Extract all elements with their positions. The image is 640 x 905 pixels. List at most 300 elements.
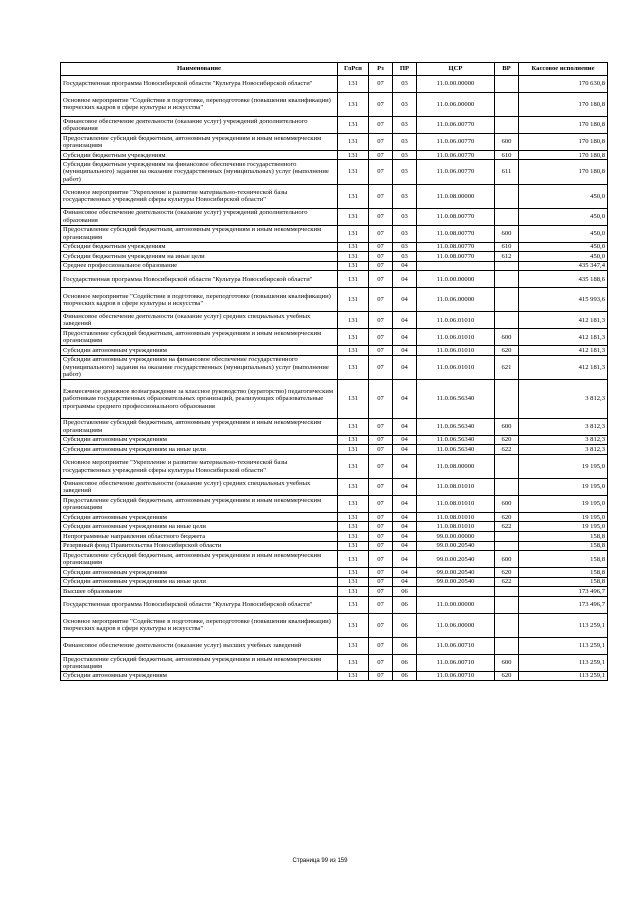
cell-pr: 04 [393,329,417,346]
cell-gr: 131 [338,435,369,445]
cell-rz: 07 [369,261,393,271]
cell-pr: 03 [393,76,417,93]
cell-pr: 04 [393,454,417,478]
cell-pr: 04 [393,380,417,419]
cell-pr: 04 [393,541,417,551]
cell-vr: 620 [495,346,519,356]
cell-gr: 131 [338,495,369,512]
cell-name: Среднее профессиональное образование [61,261,338,271]
cell-rz: 07 [369,568,393,578]
cell-sum: 113 259,1 [519,671,608,681]
cell-rz: 07 [369,208,393,225]
cell-csr [417,261,495,271]
cell-csr: 11.0.00.00000 [417,596,495,613]
cell-pr: 03 [393,208,417,225]
cell-csr: 11.0.06.00770 [417,160,495,184]
cell-gr: 131 [338,587,369,597]
table-row [61,541,608,551]
table-row [61,329,608,346]
cell-csr: 11.0.06.01010 [417,346,495,356]
cell-name: Финансовое обеспечение деятельности (оказание услуг) высших учебных заведений [61,638,338,655]
cell-gr: 131 [338,671,369,681]
cell-rz: 07 [369,150,393,160]
cell-csr: 11.0.08.00770 [417,252,495,262]
cell-gr: 131 [338,638,369,655]
cell-csr: 11.0.08.01010 [417,479,495,496]
cell-name: Субсидии автономным учреждениям [61,435,338,445]
cell-rz: 07 [369,522,393,532]
table-row [61,355,608,379]
cell-pr: 03 [393,117,417,134]
cell-name: Субсидии бюджетным учреждениям [61,242,338,252]
budget-table [60,62,608,681]
cell-sum: 3 812,3 [519,380,608,419]
cell-pr: 04 [393,479,417,496]
cell-gr: 131 [338,380,369,419]
cell-sum: 19 195,0 [519,512,608,522]
cell-csr: 11.0.06.01010 [417,355,495,379]
cell-vr [495,587,519,597]
cell-gr: 131 [338,184,369,208]
cell-gr: 131 [338,541,369,551]
table-row [61,532,608,542]
cell-pr: 03 [393,184,417,208]
cell-pr: 04 [393,522,417,532]
cell-rz: 07 [369,654,393,671]
cell-csr: 11.0.06.56340 [417,418,495,435]
cell-pr: 03 [393,92,417,116]
cell-gr: 131 [338,479,369,496]
cell-pr: 04 [393,495,417,512]
cell-name: Субсидии бюджетным учреждениям на иные цели [61,252,338,262]
cell-csr: 11.0.08.01010 [417,522,495,532]
cell-sum: 19 195,0 [519,454,608,478]
table-row [61,435,608,445]
cell-vr: 622 [495,577,519,587]
cell-vr: 600 [495,551,519,568]
cell-name: Предоставление субсидий бюджетным, автономным учреждениям и иным некоммерческим организациям [61,225,338,242]
cell-csr: 11.0.06.00770 [417,117,495,134]
cell-sum: 158,8 [519,577,608,587]
cell-name: Финансовое обеспечение деятельности (оказание услуг) учреждений дополнительного образования [61,208,338,225]
table-row [61,76,608,93]
cell-name: Предоставление субсидий бюджетным, автономным учреждениям и иным некоммерческим организациям [61,551,338,568]
cell-pr: 04 [393,551,417,568]
cell-vr: 600 [495,225,519,242]
cell-sum: 450,0 [519,184,608,208]
cell-csr: 11.0.06.00770 [417,150,495,160]
cell-rz: 07 [369,495,393,512]
cell-rz: 07 [369,479,393,496]
cell-vr [495,380,519,419]
cell-gr: 131 [338,271,369,288]
cell-sum: 450,0 [519,225,608,242]
cell-pr: 06 [393,587,417,597]
cell-sum: 412 181,3 [519,346,608,356]
cell-vr [495,92,519,116]
table-row [61,479,608,496]
cell-pr: 04 [393,261,417,271]
cell-csr: 11.0.06.01010 [417,312,495,329]
table-row [61,133,608,150]
table-row [61,577,608,587]
cell-sum: 158,8 [519,532,608,542]
table-row [61,445,608,455]
cell-gr: 131 [338,150,369,160]
cell-name: Основное мероприятие "Укрепление и развитие материально-технической базы государственных учреждений сферы культуры Новосибирской области" [61,454,338,478]
cell-csr: 11.0.06.01010 [417,329,495,346]
cell-name: Субсидии бюджетным учреждениям [61,150,338,160]
cell-name: Финансовое обеспечение деятельности (оказание услуг) учреждений дополнительного образования [61,117,338,134]
table-row [61,551,608,568]
cell-name: Основное мероприятие "Содействие в подготовке, переподготовке (повышении квалификации) творческих кадров в сфере культуры и искусства" [61,613,338,637]
cell-pr: 03 [393,225,417,242]
cell-csr: 11.0.00.00000 [417,271,495,288]
cell-sum: 435 188,6 [519,271,608,288]
cell-name: Субсидии автономным учреждениям [61,346,338,356]
cell-rz: 07 [369,160,393,184]
cell-name: Государственная программа Новосибирской области "Культура Новосибирской области" [61,596,338,613]
cell-gr: 131 [338,261,369,271]
cell-rz: 07 [369,532,393,542]
cell-vr [495,596,519,613]
cell-pr: 06 [393,638,417,655]
cell-rz: 07 [369,454,393,478]
cell-gr: 131 [338,242,369,252]
cell-vr [495,638,519,655]
cell-sum: 3 812,3 [519,418,608,435]
cell-sum: 450,0 [519,208,608,225]
cell-vr: 600 [495,133,519,150]
table-row [61,613,608,637]
cell-csr: 99.0.00.20540 [417,568,495,578]
cell-pr: 04 [393,288,417,312]
cell-csr: 11.0.06.56340 [417,380,495,419]
cell-pr: 03 [393,252,417,262]
cell-sum: 113 259,1 [519,613,608,637]
cell-gr: 131 [338,92,369,116]
cell-vr: 620 [495,671,519,681]
cell-sum: 450,0 [519,242,608,252]
cell-pr: 06 [393,654,417,671]
header-sum: Кассовое исполнение [519,63,608,76]
cell-pr: 04 [393,532,417,542]
cell-sum: 158,8 [519,568,608,578]
cell-pr: 03 [393,242,417,252]
cell-rz: 07 [369,346,393,356]
cell-name: Предоставление субсидий бюджетным, автономным учреждениям и иным некоммерческим организациям [61,133,338,150]
cell-sum: 158,8 [519,541,608,551]
cell-gr: 131 [338,445,369,455]
cell-gr: 131 [338,355,369,379]
cell-name: Субсидии автономным учреждениям на иные цели [61,445,338,455]
cell-rz: 07 [369,671,393,681]
cell-csr: 11.0.08.00770 [417,208,495,225]
table-row [61,512,608,522]
cell-rz: 07 [369,117,393,134]
table-row [61,252,608,262]
table-row [61,454,608,478]
cell-vr: 600 [495,654,519,671]
cell-pr: 04 [393,568,417,578]
cell-name: Предоставление субсидий бюджетным, автономным учреждениям и иным некоммерческим организациям [61,495,338,512]
cell-vr [495,312,519,329]
cell-pr: 04 [393,577,417,587]
cell-csr: 11.0.06.00710 [417,671,495,681]
cell-rz: 07 [369,225,393,242]
header-pr: ПР [393,63,417,76]
cell-pr: 04 [393,445,417,455]
cell-sum: 170 180,8 [519,117,608,134]
cell-csr: 11.0.08.00770 [417,225,495,242]
cell-sum: 170 630,8 [519,76,608,93]
cell-gr: 131 [338,532,369,542]
cell-csr: 99.0.00.20540 [417,551,495,568]
cell-rz: 07 [369,92,393,116]
cell-rz: 07 [369,329,393,346]
cell-vr [495,76,519,93]
cell-vr: 610 [495,242,519,252]
cell-csr: 11.0.06.56340 [417,435,495,445]
table-row [61,225,608,242]
cell-gr: 131 [338,418,369,435]
cell-csr: 11.0.06.00710 [417,638,495,655]
cell-name: Высшее образование [61,587,338,597]
cell-vr: 620 [495,512,519,522]
cell-name: Субсидии автономным учреждениям [61,671,338,681]
page-number: Страница 99 из 159 [292,858,348,864]
cell-vr: 620 [495,435,519,445]
cell-name: Субсидии автономным учреждениям на финансовое обеспечение государственного (муниципального) задания на оказание государственных (муниципальных) услуг (выполнение работ) [61,355,338,379]
cell-rz: 07 [369,512,393,522]
cell-pr: 06 [393,613,417,637]
cell-name: Основное мероприятие "Укрепление и развитие материально-технической базы государственных учреждений сферы культуры Новосибирской области" [61,184,338,208]
cell-vr: 620 [495,568,519,578]
cell-name: Основное мероприятие "Содействие в подготовке, переподготовке (повышении квалификации) творческих кадров в сфере культуры и искусства" [61,288,338,312]
cell-rz: 07 [369,184,393,208]
cell-gr: 131 [338,329,369,346]
cell-sum: 173 496,7 [519,596,608,613]
table-header-row [61,63,608,76]
cell-gr: 131 [338,522,369,532]
cell-csr: 11.0.08.00000 [417,454,495,478]
cell-sum: 3 812,3 [519,445,608,455]
header-gr: ГлРсп [338,63,369,76]
cell-gr: 131 [338,252,369,262]
cell-pr: 06 [393,596,417,613]
cell-csr: 11.0.00.00000 [417,76,495,93]
cell-sum: 113 259,1 [519,638,608,655]
table-row [61,671,608,681]
cell-vr: 622 [495,522,519,532]
cell-rz: 07 [369,252,393,262]
cell-rz: 07 [369,551,393,568]
cell-pr: 04 [393,271,417,288]
cell-pr: 04 [393,312,417,329]
cell-sum: 170 180,8 [519,92,608,116]
cell-rz: 07 [369,613,393,637]
cell-gr: 131 [338,568,369,578]
cell-name: Финансовое обеспечение деятельности (оказание услуг) средних специальных учебных заведений [61,312,338,329]
cell-pr: 04 [393,418,417,435]
cell-name: Субсидии автономным учреждениям на иные цели [61,577,338,587]
cell-csr: 11.0.08.00000 [417,184,495,208]
cell-sum: 19 195,0 [519,522,608,532]
cell-pr: 03 [393,133,417,150]
cell-name: Ежемесячное денежное вознаграждение за классное руководство (кураторство) педагогическим работникам государственных образовательных организаций, реализующих образовательные программы среднего профессионального образования [61,380,338,419]
cell-vr: 600 [495,329,519,346]
table-body [61,76,608,681]
cell-rz: 07 [369,577,393,587]
cell-gr: 131 [338,312,369,329]
cell-vr [495,479,519,496]
cell-name: Субсидии автономным учреждениям [61,568,338,578]
cell-vr [495,261,519,271]
cell-sum: 19 195,0 [519,495,608,512]
table-row [61,495,608,512]
cell-csr: 11.0.06.00710 [417,654,495,671]
cell-gr: 131 [338,613,369,637]
cell-sum: 412 181,3 [519,312,608,329]
table-row [61,117,608,134]
cell-csr: 99.0.00.20540 [417,577,495,587]
cell-pr: 04 [393,512,417,522]
cell-gr: 131 [338,577,369,587]
table-row [61,261,608,271]
cell-csr [417,587,495,597]
cell-rz: 07 [369,541,393,551]
table-row [61,418,608,435]
cell-sum: 170 180,8 [519,160,608,184]
cell-gr: 131 [338,160,369,184]
cell-pr: 04 [393,346,417,356]
cell-rz: 07 [369,242,393,252]
cell-rz: 07 [369,596,393,613]
cell-vr: 612 [495,252,519,262]
cell-vr [495,532,519,542]
cell-vr: 611 [495,160,519,184]
cell-name: Государственная программа Новосибирской области "Культура Новосибирской области" [61,76,338,93]
cell-gr: 131 [338,551,369,568]
cell-name: Предоставление субсидий бюджетным, автономным учреждениям и иным некоммерческим организациям [61,654,338,671]
cell-sum: 113 259,1 [519,654,608,671]
cell-sum: 412 181,3 [519,355,608,379]
cell-gr: 131 [338,208,369,225]
cell-rz: 07 [369,435,393,445]
cell-vr: 600 [495,495,519,512]
table-row [61,522,608,532]
cell-rz: 07 [369,587,393,597]
cell-sum: 19 195,0 [519,479,608,496]
cell-gr: 131 [338,596,369,613]
cell-sum: 3 812,3 [519,435,608,445]
table-row [61,380,608,419]
header-csr: ЦСР [417,63,495,76]
cell-pr: 06 [393,671,417,681]
cell-gr: 131 [338,133,369,150]
cell-csr: 11.0.06.56340 [417,445,495,455]
table-row [61,638,608,655]
cell-rz: 07 [369,288,393,312]
cell-rz: 07 [369,312,393,329]
cell-sum: 170 180,8 [519,150,608,160]
table-row [61,587,608,597]
cell-name: Предоставление субсидий бюджетным, автономным учреждениям и иным некоммерческим организациям [61,329,338,346]
cell-csr: 11.0.06.00770 [417,133,495,150]
cell-csr: 99.0.00.20540 [417,541,495,551]
cell-csr: 11.0.06.00000 [417,288,495,312]
cell-pr: 03 [393,160,417,184]
table-row [61,288,608,312]
cell-csr: 11.0.08.01010 [417,495,495,512]
cell-gr: 131 [338,654,369,671]
cell-rz: 07 [369,445,393,455]
cell-vr [495,117,519,134]
cell-vr: 600 [495,418,519,435]
cell-gr: 131 [338,76,369,93]
cell-vr [495,541,519,551]
cell-name: Предоставление субсидий бюджетным, автономным учреждениям и иным некоммерческим организациям [61,418,338,435]
cell-gr: 131 [338,288,369,312]
cell-rz: 07 [369,638,393,655]
cell-csr: 11.0.08.01010 [417,512,495,522]
cell-rz: 07 [369,380,393,419]
cell-vr [495,208,519,225]
table-row [61,184,608,208]
cell-vr: 622 [495,445,519,455]
cell-vr: 621 [495,355,519,379]
table-row [61,346,608,356]
cell-name: Финансовое обеспечение деятельности (оказание услуг) средних специальных учебных заведений [61,479,338,496]
cell-name: Субсидии автономным учреждениям [61,512,338,522]
cell-gr: 131 [338,225,369,242]
cell-vr [495,271,519,288]
header-rz: Рз [369,63,393,76]
cell-pr: 04 [393,435,417,445]
cell-csr: 99.0.00.00000 [417,532,495,542]
cell-csr: 11.0.06.00000 [417,613,495,637]
table-row [61,92,608,116]
cell-name: Непрограммные направления областного бюджета [61,532,338,542]
cell-name: Основное мероприятие "Содействие в подготовке, переподготовке (повышении квалификации) творческих кадров в сфере культуры и искусства" [61,92,338,116]
cell-vr [495,184,519,208]
cell-sum: 412 181,3 [519,329,608,346]
cell-name: Государственная программа Новосибирской области "Культура Новосибирской области" [61,271,338,288]
table-row [61,312,608,329]
cell-gr: 131 [338,512,369,522]
budget-report-sheet [60,62,607,681]
cell-gr: 131 [338,346,369,356]
header-vr: ВР [495,63,519,76]
cell-name: Субсидии автономным учреждениям на иные цели [61,522,338,532]
cell-vr [495,613,519,637]
cell-csr: 11.0.06.00000 [417,92,495,116]
table-row [61,596,608,613]
cell-sum: 170 180,8 [519,133,608,150]
cell-vr [495,288,519,312]
table-row [61,568,608,578]
cell-rz: 07 [369,355,393,379]
table-row [61,242,608,252]
table-row [61,150,608,160]
cell-name: Резервный фонд Правительства Новосибирской области [61,541,338,551]
header-name: Наименование [61,63,338,76]
table-row [61,208,608,225]
cell-rz: 07 [369,271,393,288]
cell-sum: 450,0 [519,252,608,262]
cell-pr: 04 [393,355,417,379]
cell-sum: 415 993,6 [519,288,608,312]
